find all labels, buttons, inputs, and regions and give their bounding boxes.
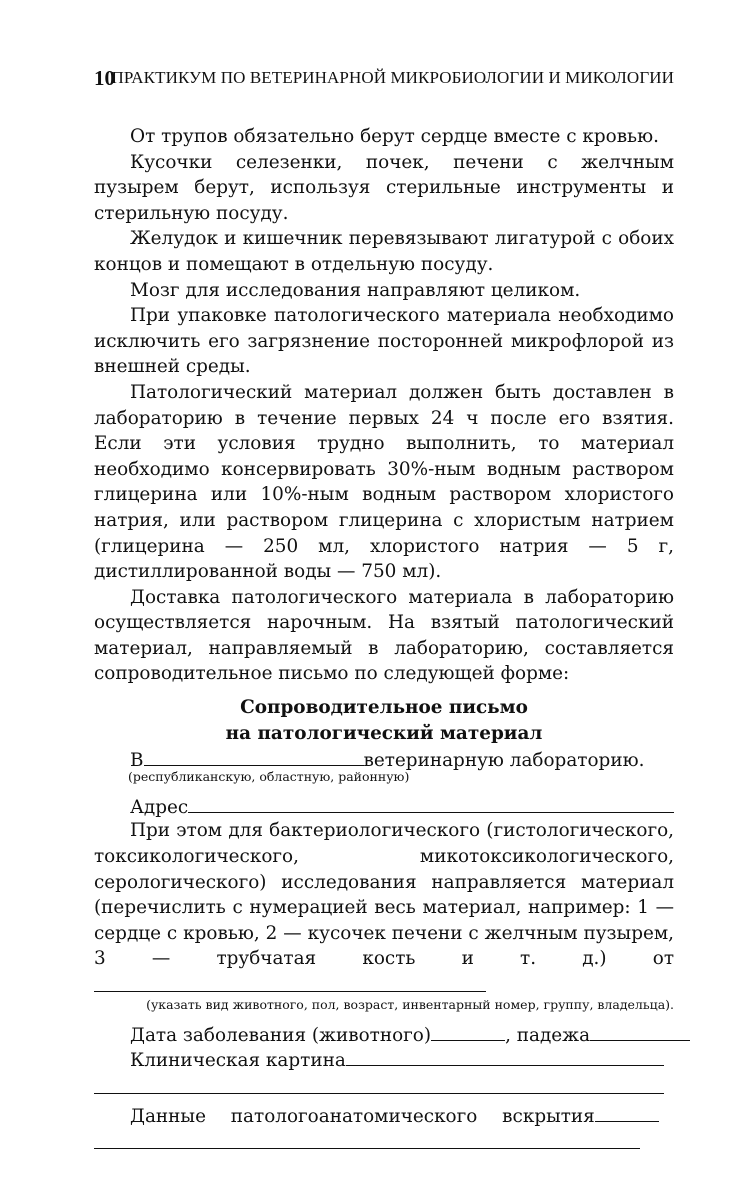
recipient-blank[interactable] bbox=[144, 746, 364, 766]
paragraph-5: При упаковке патологического материала необходимо исключить его загрязнение посторонней микрофлорой из внешней среды. bbox=[94, 305, 674, 378]
death-label: , падежа bbox=[505, 1024, 591, 1046]
page-body bbox=[94, 124, 674, 1149]
address-label: Адрес bbox=[130, 796, 189, 818]
autopsy-blank[interactable] bbox=[595, 1102, 659, 1122]
recipient-hint: (республиканскую, областную, районную) bbox=[128, 768, 410, 784]
disease-date-blank[interactable] bbox=[431, 1021, 505, 1041]
form-material-paragraph bbox=[94, 818, 674, 999]
form-autopsy-line bbox=[94, 1102, 674, 1128]
form-clinical-line bbox=[94, 1046, 674, 1072]
clinical-blank-continued[interactable] bbox=[94, 1074, 664, 1094]
clinical-blank[interactable] bbox=[346, 1046, 664, 1066]
death-blank[interactable] bbox=[590, 1021, 690, 1041]
autopsy-blank-continued[interactable] bbox=[94, 1129, 640, 1149]
paragraph-4: Мозг для исследования направляют целиком. bbox=[130, 279, 581, 301]
paragraph-2: Кусочки селезенки, почек, печени с желчным пузырем берут, используя стерильные инструменты и стерильную посуду. bbox=[94, 151, 674, 224]
recipient-suffix: ветеринарную лабораторию. bbox=[363, 750, 645, 772]
disease-date-label: Дата заболевания (животного) bbox=[130, 1024, 432, 1046]
animal-blank[interactable] bbox=[94, 972, 486, 992]
form-title-line-2: на патологический материал bbox=[225, 722, 543, 744]
form-title-line-1: Сопроводительное письмо bbox=[240, 697, 528, 719]
form-address-line bbox=[94, 793, 674, 819]
paragraph-1: От трупов обязательно берут сердце вместе с кровью. bbox=[130, 126, 659, 147]
paragraph-3: Желудок и кишечник перевязывают лигатурой с обоих концов и помещают в отдельную посуду. bbox=[94, 228, 674, 275]
autopsy-label: Данные патологоанатомического вскрытия bbox=[130, 1105, 595, 1127]
form-recipient-line bbox=[94, 746, 674, 772]
recipient-prefix: В bbox=[130, 750, 144, 772]
material-text: При этом для бактериологического (гистологического, токсикологического, микотоксикологического, серологического) исследования направляется материал (перечислить с нумерацией весь материал, например: 1 — сердце с кровью, 2 — кусочек печени с желчным пузырем, 3 — трубчатая кость и т. д.) от bbox=[94, 820, 674, 970]
animal-hint: (указать вид животного, пол, возраст, инвентарный номер, группу, владельца). bbox=[146, 996, 674, 1012]
paragraph-6: Патологический материал должен быть доставлен в лабораторию в течение первых 24 ч после его взятия. Если эти условия трудно выполнить, то материал необходимо консервировать 30%-ным водным раствором глицерина или 10%-ным водным раствором хлористого натрия, или раствором глицерина с хлористым натрием (глицерина — 250 мл, хлористого натрия — 5 г, дистиллированной воды — 750 мл). bbox=[94, 381, 674, 583]
running-title: ПРАКТИКУМ ПО ВЕТЕРИНАРНОЙ МИКРОБИОЛОГИИ И МИКОЛОГИИ bbox=[111, 68, 674, 87]
paragraph-7: Доставка патологического материала в лабораторию осуществляется нарочным. На взятый патологический материал, направляемый в лабораторию, составляется сопроводительное письмо по следующей форме: bbox=[94, 586, 674, 685]
page-number: 10 bbox=[94, 66, 115, 90]
address-blank[interactable] bbox=[188, 793, 674, 813]
page-header bbox=[94, 66, 674, 92]
form-dates-line bbox=[94, 1021, 674, 1047]
clinical-label: Клиническая картина bbox=[130, 1050, 346, 1072]
